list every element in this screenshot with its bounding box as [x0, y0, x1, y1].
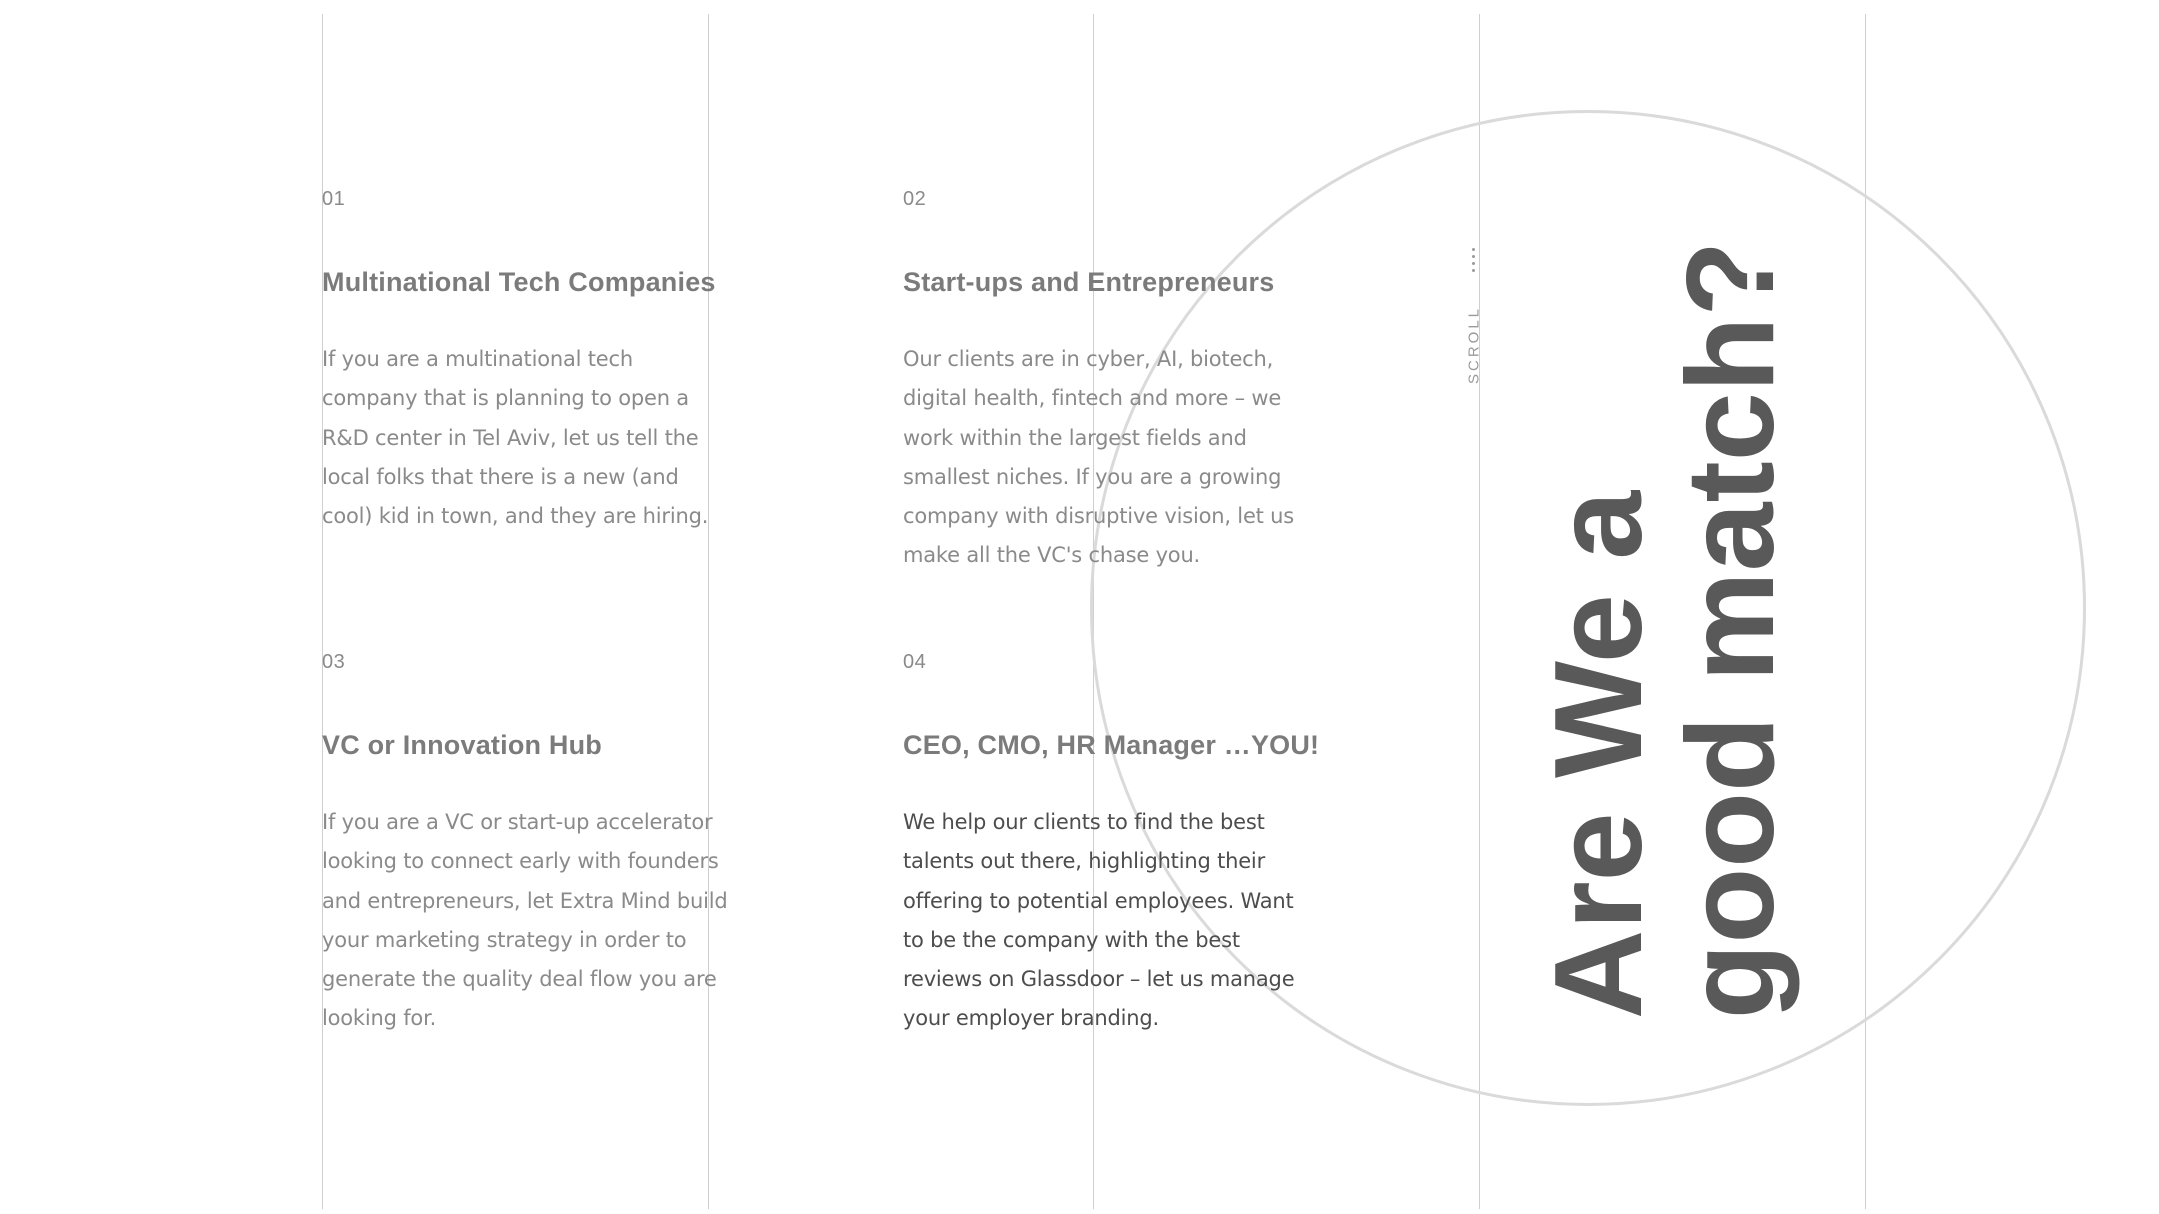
section-heading: Multinational Tech Companies	[322, 267, 716, 297]
body-line: talents out there, highlighting their	[903, 849, 1265, 874]
section-heading: CEO, CMO, HR Manager …YOU!	[903, 730, 1320, 760]
headline-line: Are We a	[1530, 490, 1668, 1020]
section-body	[903, 803, 1319, 1039]
section-body	[322, 340, 716, 536]
body-line: company with disruptive vision, let us	[903, 504, 1295, 529]
section-ceo-cmo-hr	[903, 652, 1319, 1039]
section-vc-hub	[322, 652, 728, 1039]
body-line: local folks that there is a new (and	[322, 464, 679, 489]
body-line: If you are a VC or start-up accelerator	[322, 810, 713, 834]
section-number: 04	[903, 651, 927, 673]
body-line: make all the VC's chase you.	[903, 543, 1201, 568]
section-body	[322, 803, 728, 1039]
body-line: to be the company with the best	[903, 927, 1240, 952]
body-line: and entrepreneurs, let Extra Mind build	[322, 888, 728, 913]
headline-line: good match?	[1662, 240, 1800, 1020]
body-line: your marketing strategy in order to	[322, 927, 687, 952]
body-line: company that is planning to open a	[322, 386, 689, 411]
body-line: looking for.	[322, 1006, 437, 1031]
body-line: generate the quality deal flow you are	[322, 967, 717, 992]
body-line: digital health, fintech and more – we	[903, 386, 1282, 411]
section-body	[903, 340, 1294, 576]
body-line: work within the largest fields and	[903, 425, 1247, 450]
section-number: 02	[903, 188, 927, 210]
body-line: offering to potential employees. Want	[903, 888, 1294, 913]
body-line: If you are a multinational tech	[322, 347, 633, 371]
headline	[1530, 240, 1800, 1020]
body-line: cool) kid in town, and they are hiring.	[322, 504, 709, 529]
body-line: your employer branding.	[903, 1006, 1159, 1031]
section-number: 01	[322, 188, 346, 210]
section-startups	[903, 189, 1294, 576]
body-line: Our clients are in cyber, AI, biotech,	[903, 347, 1274, 371]
body-line: R&D center in Tel Aviv, let us tell the	[322, 425, 699, 450]
body-line: smallest niches. If you are a growing	[903, 464, 1282, 489]
section-number: 03	[322, 651, 346, 673]
body-line: reviews on Glassdoor – let us manage	[903, 967, 1295, 992]
section-heading: Start-ups and Entrepreneurs	[903, 267, 1275, 297]
body-line: We help our clients to find the best	[903, 810, 1265, 834]
section-multinational	[322, 189, 716, 536]
scroll-label[interactable]: SCROLL	[1465, 305, 1483, 385]
scroll-indicator-dots	[1470, 248, 1476, 272]
section-heading: VC or Innovation Hub	[322, 730, 602, 760]
body-line: looking to connect early with founders	[322, 849, 719, 874]
